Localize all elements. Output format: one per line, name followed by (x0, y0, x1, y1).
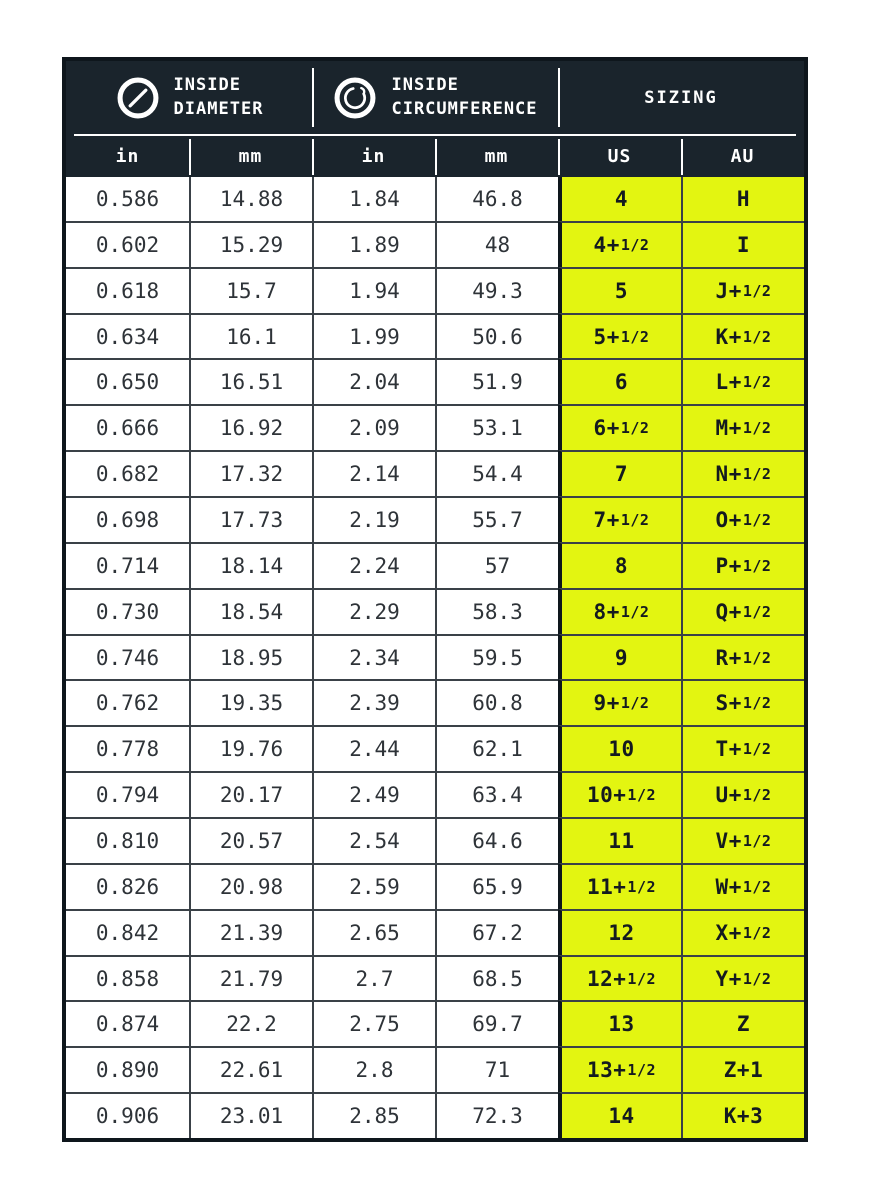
column-header-us: US (607, 146, 632, 167)
size-fraction: 1/2 (742, 923, 772, 942)
cell-circumference-in: 2.24 (312, 542, 435, 588)
cell-diameter-in: 0.698 (66, 496, 189, 542)
subheader-divider (558, 139, 560, 174)
cell-diameter-mm: 20.98 (189, 863, 312, 909)
cell-circumference-mm: 65.9 (435, 863, 558, 909)
cell-size-us: 4 (558, 177, 681, 221)
cell-circumference-mm: 63.4 (435, 771, 558, 817)
cell-circumference-in: 1.89 (312, 221, 435, 267)
cell-size-au: P+ 1/2 (681, 542, 804, 588)
table-body (66, 177, 804, 1138)
cell-size-us: 7+ 1/2 (558, 496, 681, 542)
size-fraction: 1/2 (620, 510, 650, 529)
cell-size-au: K+3 (681, 1092, 804, 1138)
column-header-diameter-mm: mm (238, 146, 263, 167)
size-fraction: 1/2 (742, 740, 772, 759)
cell-size-au: R+ 1/2 (681, 634, 804, 680)
size-fraction: 1/2 (620, 327, 650, 346)
cell-circumference-in: 2.49 (312, 771, 435, 817)
cell-circumference-in: 1.84 (312, 177, 435, 221)
table-row (66, 313, 804, 359)
table-row (66, 496, 804, 542)
cell-diameter-mm: 17.73 (189, 496, 312, 542)
cell-size-au: K+ 1/2 (681, 313, 804, 359)
cell-diameter-in: 0.762 (66, 679, 189, 725)
cell-size-us: 10+ 1/2 (558, 771, 681, 817)
cell-diameter-in: 0.634 (66, 313, 189, 359)
cell-circumference-mm: 69.7 (435, 1000, 558, 1046)
table-row (66, 817, 804, 863)
cell-diameter-in: 0.826 (66, 863, 189, 909)
cell-circumference-mm: 71 (435, 1046, 558, 1092)
size-fraction: 1/2 (742, 877, 772, 896)
cell-size-us: 8+ 1/2 (558, 588, 681, 634)
cell-diameter-mm: 22.2 (189, 1000, 312, 1046)
cell-diameter-mm: 23.01 (189, 1092, 312, 1138)
size-fraction: 1/2 (620, 235, 650, 254)
cell-circumference-in: 1.99 (312, 313, 435, 359)
cell-circumference-in: 2.7 (312, 955, 435, 1001)
group-label-line1: INSIDE (391, 74, 459, 95)
cell-circumference-mm: 68.5 (435, 955, 558, 1001)
size-fraction: 1/2 (620, 419, 650, 438)
cell-circumference-in: 2.34 (312, 634, 435, 680)
cell-diameter-in: 0.794 (66, 771, 189, 817)
cell-circumference-mm: 67.2 (435, 909, 558, 955)
table-row (66, 588, 804, 634)
cell-diameter-mm: 16.51 (189, 358, 312, 404)
size-fraction: 1/2 (742, 419, 772, 438)
cell-size-au: H (681, 177, 804, 221)
size-fraction: 1/2 (620, 694, 650, 713)
cell-size-au: J+ 1/2 (681, 267, 804, 313)
circumference-icon (332, 75, 378, 121)
cell-diameter-mm: 21.39 (189, 909, 312, 955)
size-fraction: 1/2 (627, 969, 657, 988)
cell-diameter-in: 0.746 (66, 634, 189, 680)
cell-circumference-mm: 54.4 (435, 450, 558, 496)
cell-size-us: 9+ 1/2 (558, 679, 681, 725)
cell-diameter-in: 0.650 (66, 358, 189, 404)
group-label-line1: INSIDE (173, 74, 241, 95)
size-fraction: 1/2 (742, 786, 772, 805)
group-label-inside-circumference (391, 74, 537, 122)
cell-size-us: 13+ 1/2 (558, 1046, 681, 1092)
ring-size-chart (62, 57, 808, 1142)
size-fraction: 1/2 (742, 327, 772, 346)
cell-diameter-in: 0.618 (66, 267, 189, 313)
cell-circumference-mm: 59.5 (435, 634, 558, 680)
cell-diameter-mm: 14.88 (189, 177, 312, 221)
table-header (66, 61, 804, 177)
table-row (66, 221, 804, 267)
cell-circumference-in: 2.54 (312, 817, 435, 863)
table-row (66, 1000, 804, 1046)
cell-size-au: O+ 1/2 (681, 496, 804, 542)
cell-diameter-mm: 18.95 (189, 634, 312, 680)
cell-diameter-mm: 19.35 (189, 679, 312, 725)
column-header-circumference-in: in (361, 146, 386, 167)
header-group-divider (312, 68, 314, 126)
cell-circumference-mm: 51.9 (435, 358, 558, 404)
cell-circumference-mm: 50.6 (435, 313, 558, 359)
cell-size-au: Y+ 1/2 (681, 955, 804, 1001)
cell-size-au: S+ 1/2 (681, 679, 804, 725)
cell-diameter-in: 0.602 (66, 221, 189, 267)
table-row (66, 863, 804, 909)
header-group-inside-diameter (66, 61, 312, 134)
cell-circumference-mm: 64.6 (435, 817, 558, 863)
cell-size-us: 12+ 1/2 (558, 955, 681, 1001)
table-row (66, 177, 804, 221)
cell-size-us: 5+ 1/2 (558, 313, 681, 359)
cell-circumference-in: 2.29 (312, 588, 435, 634)
cell-size-au: W+ 1/2 (681, 863, 804, 909)
cell-diameter-in: 0.810 (66, 817, 189, 863)
cell-diameter-mm: 15.7 (189, 267, 312, 313)
size-fraction: 1/2 (742, 465, 772, 484)
cell-size-us: 6+ 1/2 (558, 404, 681, 450)
table-row (66, 1092, 804, 1138)
table-row (66, 450, 804, 496)
cell-size-au: Z (681, 1000, 804, 1046)
cell-size-us: 7 (558, 450, 681, 496)
cell-size-au: X+ 1/2 (681, 909, 804, 955)
cell-circumference-mm: 62.1 (435, 725, 558, 771)
cell-circumference-in: 2.19 (312, 496, 435, 542)
size-fraction: 1/2 (742, 648, 772, 667)
cell-diameter-in: 0.682 (66, 450, 189, 496)
cell-size-au: N+ 1/2 (681, 450, 804, 496)
diameter-icon (115, 75, 161, 121)
table-row (66, 909, 804, 955)
cell-diameter-in: 0.906 (66, 1092, 189, 1138)
size-fraction: 1/2 (742, 281, 772, 300)
table-row (66, 267, 804, 313)
cell-circumference-mm: 72.3 (435, 1092, 558, 1138)
cell-circumference-in: 2.65 (312, 909, 435, 955)
header-group-sizing (558, 61, 804, 134)
cell-diameter-mm: 21.79 (189, 955, 312, 1001)
cell-diameter-in: 0.666 (66, 404, 189, 450)
subheader-divider (435, 139, 437, 174)
size-fraction: 1/2 (627, 786, 657, 805)
cell-size-au: Q+ 1/2 (681, 588, 804, 634)
size-fraction: 1/2 (742, 831, 772, 850)
subheader-divider (312, 139, 314, 174)
size-fraction: 1/2 (742, 510, 772, 529)
cell-diameter-in: 0.586 (66, 177, 189, 221)
size-fraction: 1/2 (742, 694, 772, 713)
cell-circumference-in: 2.04 (312, 358, 435, 404)
size-fraction: 1/2 (627, 877, 657, 896)
cell-diameter-mm: 22.61 (189, 1046, 312, 1092)
table-row (66, 404, 804, 450)
cell-size-au: L+ 1/2 (681, 358, 804, 404)
cell-size-us: 9 (558, 634, 681, 680)
header-group-divider (558, 68, 560, 126)
group-label-line2: CIRCUMFERENCE (391, 98, 538, 119)
group-label-line2: DIAMETER (173, 98, 264, 119)
cell-size-au: U+ 1/2 (681, 771, 804, 817)
cell-circumference-in: 2.8 (312, 1046, 435, 1092)
cell-circumference-in: 2.59 (312, 863, 435, 909)
cell-diameter-in: 0.778 (66, 725, 189, 771)
cell-circumference-mm: 48 (435, 221, 558, 267)
size-fraction: 1/2 (742, 602, 772, 621)
cell-size-us: 12 (558, 909, 681, 955)
cell-diameter-in: 0.730 (66, 588, 189, 634)
cell-circumference-in: 2.09 (312, 404, 435, 450)
cell-circumference-in: 2.75 (312, 1000, 435, 1046)
subheader-divider (189, 139, 191, 174)
cell-diameter-in: 0.890 (66, 1046, 189, 1092)
subheader-row (66, 136, 804, 177)
cell-diameter-mm: 16.1 (189, 313, 312, 359)
cell-size-us: 4+ 1/2 (558, 221, 681, 267)
size-fraction: 1/2 (620, 602, 650, 621)
cell-diameter-in: 0.858 (66, 955, 189, 1001)
cell-diameter-in: 0.714 (66, 542, 189, 588)
subheader-divider (681, 139, 683, 174)
cell-size-au: I (681, 221, 804, 267)
cell-diameter-mm: 15.29 (189, 221, 312, 267)
cell-circumference-in: 2.39 (312, 679, 435, 725)
column-header-circumference-mm: mm (484, 146, 509, 167)
cell-size-us: 11+ 1/2 (558, 863, 681, 909)
table-row (66, 634, 804, 680)
table-row (66, 679, 804, 725)
cell-circumference-mm: 60.8 (435, 679, 558, 725)
table-row (66, 542, 804, 588)
cell-circumference-in: 2.14 (312, 450, 435, 496)
cell-circumference-in: 2.85 (312, 1092, 435, 1138)
cell-circumference-mm: 46.8 (435, 177, 558, 221)
column-header-au: AU (730, 146, 755, 167)
size-fraction: 1/2 (627, 1061, 657, 1080)
cell-size-au: V+ 1/2 (681, 817, 804, 863)
cell-circumference-in: 2.44 (312, 725, 435, 771)
cell-diameter-mm: 20.17 (189, 771, 312, 817)
cell-circumference-mm: 58.3 (435, 588, 558, 634)
cell-size-us: 10 (558, 725, 681, 771)
cell-size-us: 13 (558, 1000, 681, 1046)
cell-circumference-mm: 57 (435, 542, 558, 588)
table-row (66, 358, 804, 404)
cell-diameter-mm: 18.54 (189, 588, 312, 634)
cell-size-au: Z+1 (681, 1046, 804, 1092)
cell-size-us: 11 (558, 817, 681, 863)
cell-diameter-mm: 16.92 (189, 404, 312, 450)
cell-diameter-mm: 19.76 (189, 725, 312, 771)
cell-size-us: 6 (558, 358, 681, 404)
cell-size-us: 8 (558, 542, 681, 588)
header-group-inside-circumference (312, 61, 558, 134)
size-fraction: 1/2 (742, 373, 772, 392)
cell-circumference-mm: 49.3 (435, 267, 558, 313)
size-fraction: 1/2 (742, 969, 772, 988)
group-label-sizing: SIZING (644, 87, 718, 108)
column-header-diameter-in: in (115, 146, 140, 167)
cell-diameter-in: 0.874 (66, 1000, 189, 1046)
header-group-row (66, 61, 804, 134)
group-label-inside-diameter (174, 74, 264, 122)
cell-diameter-in: 0.842 (66, 909, 189, 955)
table-row (66, 955, 804, 1001)
cell-diameter-mm: 18.14 (189, 542, 312, 588)
cell-circumference-mm: 55.7 (435, 496, 558, 542)
size-fraction: 1/2 (742, 556, 772, 575)
cell-size-au: M+ 1/2 (681, 404, 804, 450)
cell-size-us: 5 (558, 267, 681, 313)
table-row (66, 771, 804, 817)
cell-size-us: 14 (558, 1092, 681, 1138)
cell-circumference-in: 1.94 (312, 267, 435, 313)
table-row (66, 1046, 804, 1092)
cell-diameter-mm: 17.32 (189, 450, 312, 496)
cell-circumference-mm: 53.1 (435, 404, 558, 450)
cell-diameter-mm: 20.57 (189, 817, 312, 863)
cell-size-au: T+ 1/2 (681, 725, 804, 771)
table-row (66, 725, 804, 771)
